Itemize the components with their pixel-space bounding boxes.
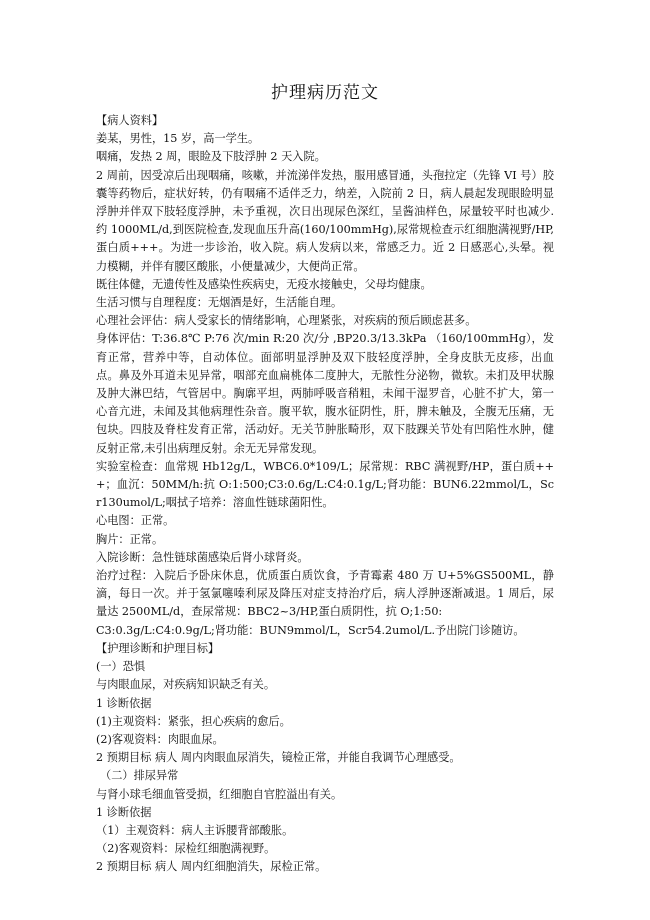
section-heading-nursing-diagnosis: 【护理诊断和护理目标】 <box>96 641 220 655</box>
patient-basic-info: 姜某，男性，15 岁，高一学生。 <box>96 132 260 146</box>
present-illness: 2 周前，因受凉后出现咽痛，咳嗽，并流涕伴发热，服用感冒通，头孢拉定（先锋 VI 号）胶囊等药物后，症状好转，仍有咽痛不适伴乏力，纳差，入院前 2 日，病人晨起发现眼睑明显浮肿并伴双下肢轻度浮肿，未予重视，次日出现尿色深红，呈酱油样色，尿量较平时也减少.约 1000ML/d,到医院检查,发现血压升高(160/100mmHg),尿常规检查示红细胞满视野/HP,蛋白质+++。为进一步诊治，收入院。病人发病以来，常感乏力。近 2 日感恶心,头晕。视力模糊，并伴有腰区酸胀，小便量减少，大便尚正常。 <box>96 168 554 273</box>
diagnosis-2-basis-heading: 1 诊断依据 <box>96 805 152 819</box>
diagnosis-1-title: (一）恐惧 <box>96 660 146 674</box>
diagnosis-1-goal: 2 预期目标 病人 周内肉眼血尿消失，镜检正常，并能自我调节心理感受。 <box>96 751 461 765</box>
psychosocial-assessment: 心理社会评估：病人受家长的情绪影响，心理紧张，对疾病的预后顾虑甚多。 <box>96 314 477 328</box>
diagnosis-2-subjective: （1）主观资料：病人主诉腰背部酸胀。 <box>96 823 294 837</box>
diagnosis-2-goal: 2 预期目标 病人 周内红细胞消失，尿检正常。 <box>96 860 327 874</box>
diagnosis-1-basis-heading: 1 诊断依据 <box>96 696 152 710</box>
living-habits: 生活习惯与自理程度：无烟酒是好，生活能自理。 <box>96 296 343 310</box>
lab-tests: 实验室检查：血常规 Hb12g/L，WBC6.0*109/L；尿常规：RBC 满视野/HP，蛋白质+++；血沉：50MM/h:抗 O:1:500;C3:0.6g/L:C4:0.1g/L;肾功能：BUN6.22mmol/L，Scr130umol/L;咽拭子培养：溶血性链球菌阳性。 <box>96 459 554 510</box>
physical-assessment: 身体评估：T:36.8℃ P:76 次/min R:20 次/分 ,BP20.3/13.3kPa （160/100mmHg），发育正常，营养中等，自动体位。面部明显浮肿及双下肢轻度浮肿，全身皮肤无皮疹，出血点。鼻及外耳道未见异常，咽部充血扁桃体二度肿大，无脓性分泌物，微软。未扪及甲状腺及肿大淋巴结，气管居中。胸廓平坦，两肺呼吸音稍粗，未闻干湿罗音，心脏不扩大，第一心音亢进，未闻及其他病理性杂音。腹平软，腹水征阴性，肝，脾未触及，全腹无压痛，无包块。四肢及脊柱发育正常，活动好。无关节肿胀畸形，双下肢踝关节处有凹陷性水肿，健反射正常,未引出病理反射。余无无异常发现。 <box>96 332 554 455</box>
diagnosis-2-cause: 与肾小球毛细血管受损，红细胞自官腔溢出有关。 <box>96 787 343 801</box>
treatment-process-continued: C3:0.3g/L:C4:0.9g/L;肾功能：BUN9mmol/L，Scr54.2umol/L.予出院门诊随访。 <box>96 623 525 637</box>
treatment-process: 治疗过程：入院后予卧床休息，优质蛋白质饮食，予青霉素 480 万 U+5%GS500ML，静滴，每日一次。并于氢氯噻嗪利尿及降压对症支持治疗后，病人浮肿逐渐减退。1 周后，尿量达 2500ML/d，查尿常规：BBC2~3/HP,蛋白质阴性，抗 O;1:50: <box>96 569 554 619</box>
diagnosis-2-objective: （2)客观资料：尿检红细胞满视野。 <box>96 842 276 856</box>
diagnosis-1-cause: 与肉眼血尿，对疾病知识缺乏有关。 <box>96 678 276 692</box>
document-page <box>96 82 554 877</box>
chest-xray-result: 胸片：正常。 <box>96 532 164 546</box>
past-history: 既往体健，无遗传性及感染性疾病史，无疫水接触史，父母均健康。 <box>96 277 432 291</box>
section-heading-patient-info: 【病人资料】 <box>96 114 164 127</box>
ecg-result: 心电图：正常。 <box>96 514 175 528</box>
diagnosis-1-objective: (2)客观资料：肉眼血尿。 <box>96 732 224 746</box>
admission-diagnosis: 入院诊断：急性链球菌感染后肾小球肾炎。 <box>96 550 309 564</box>
diagnosis-1-subjective: (1)主观资料：紧张，担心疾病的愈后。 <box>96 714 291 728</box>
diagnosis-2-title: （二）排尿异常 <box>100 769 179 783</box>
document-title: 护理病历范文 <box>271 83 379 103</box>
chief-complaint: 咽痛，发热 2 周，眼睑及下肢浮肿 2 天入院。 <box>96 150 326 164</box>
